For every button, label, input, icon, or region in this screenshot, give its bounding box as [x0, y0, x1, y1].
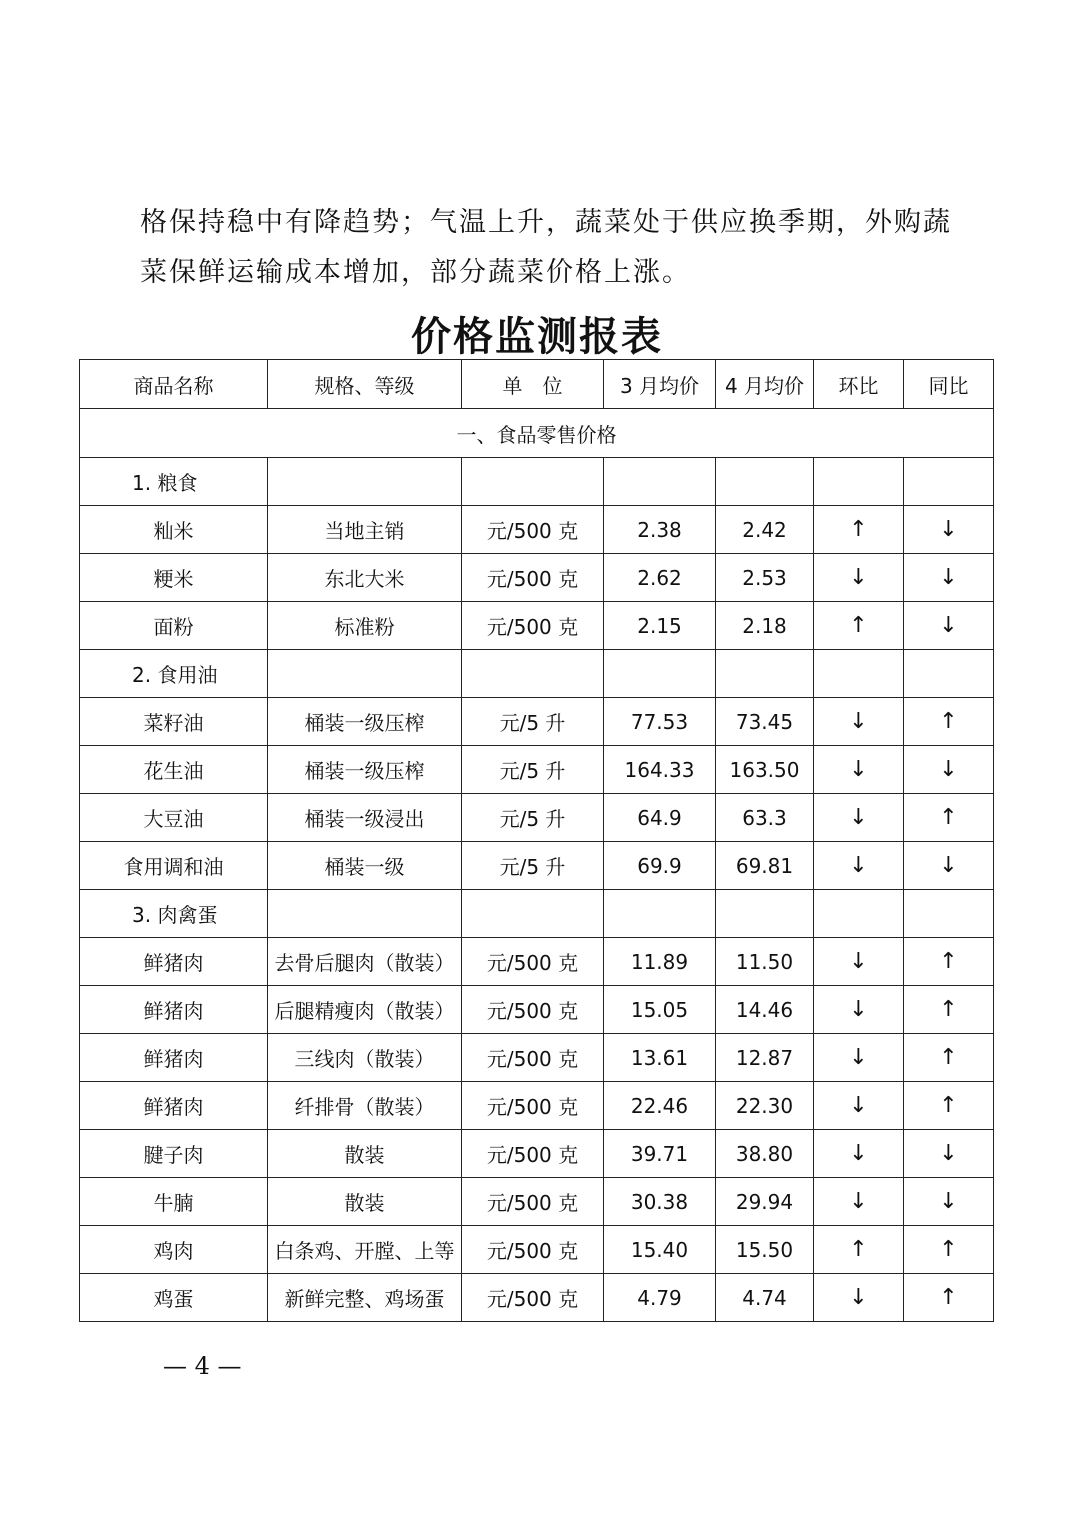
item-march-price: 13.61 [604, 1034, 716, 1082]
item-unit: 元/500 克 [462, 938, 604, 986]
item-unit: 元/5 升 [462, 794, 604, 842]
item-march-price: 15.40 [604, 1226, 716, 1274]
table-row [80, 506, 994, 554]
table-row [80, 842, 994, 890]
table-row [80, 1226, 994, 1274]
item-march-price: 164.33 [604, 746, 716, 794]
section-row [80, 409, 994, 458]
table-row [80, 986, 994, 1034]
item-mom-arrow: ↓ [814, 1034, 904, 1082]
item-spec: 桶装一级压榨 [268, 746, 462, 794]
item-april-price: 2.42 [716, 506, 814, 554]
item-april-price: 63.3 [716, 794, 814, 842]
item-yoy-arrow: ↓ [904, 1178, 994, 1226]
item-yoy-arrow: ↓ [904, 602, 994, 650]
item-yoy-arrow: ↑ [904, 1034, 994, 1082]
table-row [80, 698, 994, 746]
item-spec: 散装 [268, 1130, 462, 1178]
item-unit: 元/5 升 [462, 842, 604, 890]
item-mom-arrow: ↑ [814, 602, 904, 650]
item-unit: 元/500 克 [462, 506, 604, 554]
item-name: 鸡肉 [80, 1226, 268, 1274]
item-unit: 元/500 克 [462, 986, 604, 1034]
item-name: 花生油 [80, 746, 268, 794]
item-april-price: 29.94 [716, 1178, 814, 1226]
table-row [80, 554, 994, 602]
item-spec: 三线肉（散装） [268, 1034, 462, 1082]
item-unit: 元/5 升 [462, 698, 604, 746]
item-unit: 元/5 升 [462, 746, 604, 794]
item-march-price: 2.38 [604, 506, 716, 554]
category-row [80, 890, 994, 938]
item-unit: 元/500 克 [462, 1178, 604, 1226]
table-row [80, 1034, 994, 1082]
item-name: 面粉 [80, 602, 268, 650]
item-mom-arrow: ↓ [814, 938, 904, 986]
item-april-price: 73.45 [716, 698, 814, 746]
item-mom-arrow: ↓ [814, 986, 904, 1034]
item-march-price: 2.15 [604, 602, 716, 650]
price-table [79, 359, 994, 1322]
item-march-price: 11.89 [604, 938, 716, 986]
item-mom-arrow: ↓ [814, 794, 904, 842]
item-yoy-arrow: ↑ [904, 794, 994, 842]
item-spec: 白条鸡、开膛、上等 [268, 1226, 462, 1274]
item-yoy-arrow: ↑ [904, 986, 994, 1034]
item-spec: 东北大米 [268, 554, 462, 602]
category-name: 2. 食用油 [80, 650, 268, 698]
item-spec: 桶装一级 [268, 842, 462, 890]
item-mom-arrow: ↑ [814, 1226, 904, 1274]
item-mom-arrow: ↓ [814, 1274, 904, 1322]
intro-line-2: 菜保鲜运输成本增加，部分蔬菜价格上涨。 [140, 257, 691, 288]
category-row [80, 458, 994, 506]
item-spec: 后腿精瘦肉（散装） [268, 986, 462, 1034]
item-march-price: 22.46 [604, 1082, 716, 1130]
item-april-price: 4.74 [716, 1274, 814, 1322]
item-mom-arrow: ↓ [814, 1130, 904, 1178]
item-spec: 桶装一级浸出 [268, 794, 462, 842]
item-mom-arrow: ↓ [814, 554, 904, 602]
item-spec: 去骨后腿肉（散装） [268, 938, 462, 986]
item-spec: 新鲜完整、鸡场蛋 [268, 1274, 462, 1322]
item-name: 籼米 [80, 506, 268, 554]
item-mom-arrow: ↓ [814, 698, 904, 746]
item-yoy-arrow: ↓ [904, 842, 994, 890]
item-name: 鸡蛋 [80, 1274, 268, 1322]
table-row [80, 602, 994, 650]
item-name: 牛腩 [80, 1178, 268, 1226]
table-row [80, 1130, 994, 1178]
item-march-price: 77.53 [604, 698, 716, 746]
table-row [80, 938, 994, 986]
item-name: 鲜猪肉 [80, 1034, 268, 1082]
item-spec: 桶装一级压榨 [268, 698, 462, 746]
table-row [80, 1082, 994, 1130]
section-title: 一、食品零售价格 [80, 409, 994, 458]
item-yoy-arrow: ↓ [904, 1130, 994, 1178]
item-name: 食用调和油 [80, 842, 268, 890]
item-unit: 元/500 克 [462, 602, 604, 650]
header-spec: 规格、等级 [268, 360, 462, 409]
item-mom-arrow: ↓ [814, 746, 904, 794]
table-row [80, 794, 994, 842]
item-unit: 元/500 克 [462, 1274, 604, 1322]
intro-line-1: 格保持稳中有降趋势；气温上升，蔬菜处于供应换季期，外购蔬 [140, 207, 952, 238]
item-yoy-arrow: ↓ [904, 554, 994, 602]
item-april-price: 12.87 [716, 1034, 814, 1082]
item-april-price: 163.50 [716, 746, 814, 794]
table-row [80, 746, 994, 794]
category-name: 3. 肉禽蛋 [80, 890, 268, 938]
item-march-price: 64.9 [604, 794, 716, 842]
item-spec: 散装 [268, 1178, 462, 1226]
item-march-price: 39.71 [604, 1130, 716, 1178]
item-april-price: 2.18 [716, 602, 814, 650]
item-april-price: 22.30 [716, 1082, 814, 1130]
item-name: 大豆油 [80, 794, 268, 842]
page-number: — 4 — [163, 1352, 242, 1380]
item-yoy-arrow: ↑ [904, 698, 994, 746]
item-mom-arrow: ↓ [814, 842, 904, 890]
item-mom-arrow: ↑ [814, 506, 904, 554]
item-mom-arrow: ↓ [814, 1178, 904, 1226]
item-april-price: 15.50 [716, 1226, 814, 1274]
item-spec: 纤排骨（散装） [268, 1082, 462, 1130]
item-name: 鲜猪肉 [80, 938, 268, 986]
item-april-price: 11.50 [716, 938, 814, 986]
table-row [80, 1178, 994, 1226]
header-april: 4 月均价 [716, 360, 814, 409]
item-april-price: 38.80 [716, 1130, 814, 1178]
item-unit: 元/500 克 [462, 1082, 604, 1130]
item-yoy-arrow: ↓ [904, 746, 994, 794]
item-march-price: 30.38 [604, 1178, 716, 1226]
header-name: 商品名称 [80, 360, 268, 409]
item-unit: 元/500 克 [462, 1226, 604, 1274]
header-row [80, 360, 994, 409]
item-yoy-arrow: ↑ [904, 1226, 994, 1274]
item-name: 粳米 [80, 554, 268, 602]
table-row [80, 1274, 994, 1322]
item-march-price: 15.05 [604, 986, 716, 1034]
item-unit: 元/500 克 [462, 1034, 604, 1082]
item-name: 鲜猪肉 [80, 986, 268, 1034]
category-name: 1. 粮食 [80, 458, 268, 506]
item-yoy-arrow: ↑ [904, 938, 994, 986]
item-unit: 元/500 克 [462, 1130, 604, 1178]
item-march-price: 2.62 [604, 554, 716, 602]
header-march: 3 月均价 [604, 360, 716, 409]
item-unit: 元/500 克 [462, 554, 604, 602]
category-row [80, 650, 994, 698]
item-april-price: 14.46 [716, 986, 814, 1034]
item-name: 腱子肉 [80, 1130, 268, 1178]
item-april-price: 2.53 [716, 554, 814, 602]
header-unit: 单 位 [462, 360, 604, 409]
item-name: 鲜猪肉 [80, 1082, 268, 1130]
intro-paragraph [140, 198, 960, 298]
item-yoy-arrow: ↑ [904, 1082, 994, 1130]
report-title: 价格监测报表 [411, 313, 663, 360]
item-spec: 标准粉 [268, 602, 462, 650]
item-spec: 当地主销 [268, 506, 462, 554]
header-yoy: 同比 [904, 360, 994, 409]
item-march-price: 4.79 [604, 1274, 716, 1322]
item-yoy-arrow: ↑ [904, 1274, 994, 1322]
item-april-price: 69.81 [716, 842, 814, 890]
item-march-price: 69.9 [604, 842, 716, 890]
item-mom-arrow: ↓ [814, 1082, 904, 1130]
header-mom: 环比 [814, 360, 904, 409]
item-name: 菜籽油 [80, 698, 268, 746]
item-yoy-arrow: ↓ [904, 506, 994, 554]
